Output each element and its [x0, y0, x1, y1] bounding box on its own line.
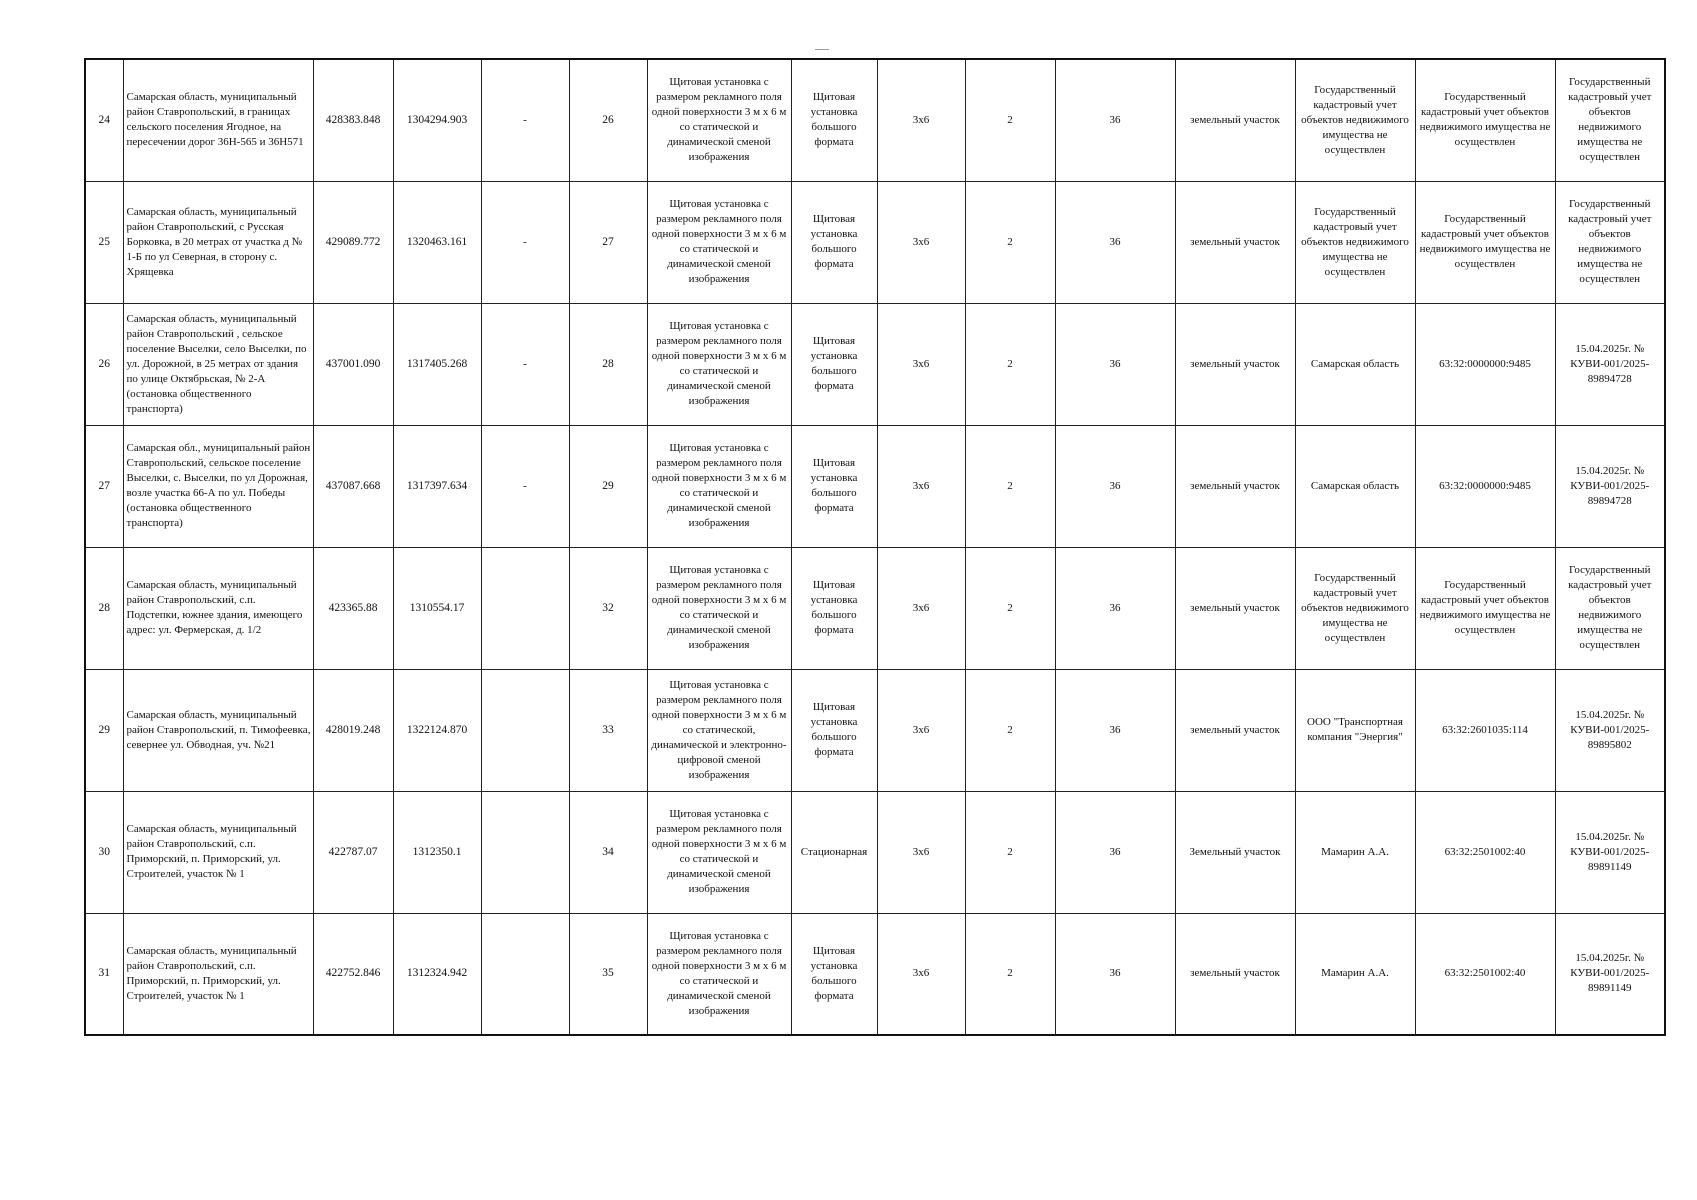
size-cell: 3х6 [877, 791, 965, 913]
table-row [85, 181, 1665, 303]
sides-cell: 2 [965, 181, 1055, 303]
scheme-number-cell: 28 [569, 303, 647, 425]
structure-type-cell: Щитовая установка большого формата [791, 59, 877, 181]
owner-cell: Мамарин А.А. [1295, 791, 1415, 913]
cadastral-number-cell: 63:32:2501002:40 [1415, 791, 1555, 913]
description-cell: Щитовая установка с размером рекламного поля одной поверхности 3 м х 6 м со статической, динамической и электронно-цифровой сменой изображения [647, 669, 791, 791]
cadastral-number-cell: Государственный кадастровый учет объектов недвижимого имущества не осуществлен [1415, 59, 1555, 181]
structure-type-cell: Щитовая установка большого формата [791, 913, 877, 1035]
table-row [85, 303, 1665, 425]
coordinate-x-cell: 428383.848 [313, 59, 393, 181]
coordinate-x-cell: 423365.88 [313, 547, 393, 669]
address-cell: Самарская область, муниципальный район Ставропольский, с.п. Приморский, п. Приморский, ул. Строителей, участок № 1 [123, 791, 313, 913]
land-category-cell: земельный участок [1175, 913, 1295, 1035]
scheme-number-cell: 34 [569, 791, 647, 913]
structure-type-cell: Щитовая установка большого формата [791, 669, 877, 791]
size-cell: 3х6 [877, 669, 965, 791]
owner-cell: ООО "Транспортная компания "Энергия" [1295, 669, 1415, 791]
table-row [85, 669, 1665, 791]
size-cell: 3х6 [877, 913, 965, 1035]
scheme-number-cell: 26 [569, 59, 647, 181]
owner-cell: Государственный кадастровый учет объектов недвижимого имущества не осуществлен [1295, 547, 1415, 669]
structure-type-cell: Щитовая установка большого формата [791, 181, 877, 303]
description-cell: Щитовая установка с размером рекламного поля одной поверхности 3 м х 6 м со статической и динамической сменой изображения [647, 59, 791, 181]
coordinate-y-cell: 1317397.634 [393, 425, 481, 547]
owner-cell: Самарская область [1295, 303, 1415, 425]
table-row [85, 913, 1665, 1035]
table-body [85, 59, 1665, 1035]
address-cell: Самарская область, муниципальный район Ставропольский, с.п. Приморский, п. Приморский, ул. Строителей, участок № 1 [123, 913, 313, 1035]
table-row [85, 547, 1665, 669]
address-cell: Самарская область, муниципальный район Ставропольский , сельское поселение Выселки, село Выселки, по ул. Дорожной, в 25 метрах от здания по улице Октябрьская, № 2-А (остановка общественного транспорта) [123, 303, 313, 425]
table-row [85, 791, 1665, 913]
scheme-number-cell: 32 [569, 547, 647, 669]
row-number: 27 [85, 425, 123, 547]
sides-cell: 2 [965, 303, 1055, 425]
coordinate-y-cell: 1304294.903 [393, 59, 481, 181]
empty-cell [481, 669, 569, 791]
cadastral-number-cell: 63:32:0000000:9485 [1415, 303, 1555, 425]
sides-cell: 2 [965, 791, 1055, 913]
land-category-cell: Земельный участок [1175, 791, 1295, 913]
empty-cell [481, 547, 569, 669]
coordinate-x-cell: 422752.846 [313, 913, 393, 1035]
land-category-cell: земельный участок [1175, 303, 1295, 425]
description-cell: Щитовая установка с размером рекламного поля одной поверхности 3 м х 6 м со статической и динамической сменой изображения [647, 791, 791, 913]
sides-cell: 2 [965, 425, 1055, 547]
area-cell: 36 [1055, 547, 1175, 669]
area-cell: 36 [1055, 425, 1175, 547]
size-cell: 3х6 [877, 425, 965, 547]
owner-cell: Самарская область [1295, 425, 1415, 547]
area-cell: 36 [1055, 669, 1175, 791]
land-category-cell: земельный участок [1175, 59, 1295, 181]
owner-cell: Мамарин А.А. [1295, 913, 1415, 1035]
empty-cell: - [481, 303, 569, 425]
scan-mark [815, 49, 829, 50]
table-row [85, 59, 1665, 181]
registration-cell: 15.04.2025г. № КУВИ-001/2025-89894728 [1555, 425, 1665, 547]
coordinate-y-cell: 1320463.161 [393, 181, 481, 303]
scheme-number-cell: 33 [569, 669, 647, 791]
description-cell: Щитовая установка с размером рекламного поля одной поверхности 3 м х 6 м со статической и динамической сменой изображения [647, 547, 791, 669]
row-number: 28 [85, 547, 123, 669]
description-cell: Щитовая установка с размером рекламного поля одной поверхности 3 м х 6 м со статической и динамической сменой изображения [647, 303, 791, 425]
empty-cell: - [481, 59, 569, 181]
empty-cell: - [481, 425, 569, 547]
table-row [85, 425, 1665, 547]
cadastral-number-cell: Государственный кадастровый учет объектов недвижимого имущества не осуществлен [1415, 181, 1555, 303]
row-number: 30 [85, 791, 123, 913]
empty-cell [481, 791, 569, 913]
scheme-number-cell: 27 [569, 181, 647, 303]
size-cell: 3х6 [877, 181, 965, 303]
land-category-cell: земельный участок [1175, 547, 1295, 669]
structure-type-cell: Стационарная [791, 791, 877, 913]
registration-cell: Государственный кадастровый учет объектов недвижимого имущества не осуществлен [1555, 181, 1665, 303]
coordinate-y-cell: 1312350.1 [393, 791, 481, 913]
empty-cell [481, 913, 569, 1035]
sides-cell: 2 [965, 59, 1055, 181]
land-category-cell: земельный участок [1175, 181, 1295, 303]
coordinate-y-cell: 1317405.268 [393, 303, 481, 425]
size-cell: 3х6 [877, 303, 965, 425]
scheme-number-cell: 35 [569, 913, 647, 1035]
row-number: 24 [85, 59, 123, 181]
structure-type-cell: Щитовая установка большого формата [791, 547, 877, 669]
coordinate-y-cell: 1322124.870 [393, 669, 481, 791]
coordinate-x-cell: 437087.668 [313, 425, 393, 547]
land-category-cell: земельный участок [1175, 669, 1295, 791]
owner-cell: Государственный кадастровый учет объектов недвижимого имущества не осуществлен [1295, 59, 1415, 181]
registration-cell: 15.04.2025г. № КУВИ-001/2025-89894728 [1555, 303, 1665, 425]
row-number: 31 [85, 913, 123, 1035]
description-cell: Щитовая установка с размером рекламного поля одной поверхности 3 м х 6 м со статической и динамической сменой изображения [647, 425, 791, 547]
row-number: 26 [85, 303, 123, 425]
coordinate-x-cell: 428019.248 [313, 669, 393, 791]
coordinate-x-cell: 422787.07 [313, 791, 393, 913]
row-number: 29 [85, 669, 123, 791]
row-number: 25 [85, 181, 123, 303]
coordinate-x-cell: 429089.772 [313, 181, 393, 303]
area-cell: 36 [1055, 303, 1175, 425]
sides-cell: 2 [965, 913, 1055, 1035]
cadastral-number-cell: 63:32:2601035:114 [1415, 669, 1555, 791]
registration-cell: Государственный кадастровый учет объектов недвижимого имущества не осуществлен [1555, 59, 1665, 181]
land-category-cell: земельный участок [1175, 425, 1295, 547]
address-cell: Самарская область, муниципальный район Ставропольский, с Русская Борковка, в 20 метрах от участка д № 1-Б по ул Северная, в сторону с. Хрящевка [123, 181, 313, 303]
size-cell: 3х6 [877, 59, 965, 181]
registration-cell: 15.04.2025г. № КУВИ-001/2025-89891149 [1555, 913, 1665, 1035]
cadastral-number-cell: 63:32:2501002:40 [1415, 913, 1555, 1035]
area-cell: 36 [1055, 913, 1175, 1035]
structure-type-cell: Щитовая установка большого формата [791, 425, 877, 547]
address-cell: Самарская область, муниципальный район Ставропольский, п. Тимофеевка, севернее ул. Обводная, уч. №21 [123, 669, 313, 791]
area-cell: 36 [1055, 181, 1175, 303]
registration-cell: 15.04.2025г. № КУВИ-001/2025-89891149 [1555, 791, 1665, 913]
description-cell: Щитовая установка с размером рекламного поля одной поверхности 3 м х 6 м со статической и динамической сменой изображения [647, 913, 791, 1035]
area-cell: 36 [1055, 791, 1175, 913]
description-cell: Щитовая установка с размером рекламного поля одной поверхности 3 м х 6 м со статической и динамической сменой изображения [647, 181, 791, 303]
structure-type-cell: Щитовая установка большого формата [791, 303, 877, 425]
address-cell: Самарская область, муниципальный район Ставропольский, с.п. Подстепки, южнее здания, имеющего адрес: ул. Фермерская, д. 1/2 [123, 547, 313, 669]
cadastral-number-cell: 63:32:0000000:9485 [1415, 425, 1555, 547]
sides-cell: 2 [965, 669, 1055, 791]
advertising-structures-table [84, 58, 1666, 1036]
sides-cell: 2 [965, 547, 1055, 669]
address-cell: Самарская обл., муниципальный район Ставропольский, сельское поселение Выселки, с. Выселки, по ул Дорожная, возле участка 66-А по ул. Победы (остановка общественного транспорта) [123, 425, 313, 547]
coordinate-x-cell: 437001.090 [313, 303, 393, 425]
owner-cell: Государственный кадастровый учет объектов недвижимого имущества не осуществлен [1295, 181, 1415, 303]
registration-cell: Государственный кадастровый учет объектов недвижимого имущества не осуществлен [1555, 547, 1665, 669]
area-cell: 36 [1055, 59, 1175, 181]
coordinate-y-cell: 1310554.17 [393, 547, 481, 669]
coordinate-y-cell: 1312324.942 [393, 913, 481, 1035]
registration-cell: 15.04.2025г. № КУВИ-001/2025-89895802 [1555, 669, 1665, 791]
empty-cell: - [481, 181, 569, 303]
address-cell: Самарская область, муниципальный район Ставропольский, в границах сельского поселения Ягодное, на пересечении дорог 36Н-565 и 36Н571 [123, 59, 313, 181]
cadastral-number-cell: Государственный кадастровый учет объектов недвижимого имущества не осуществлен [1415, 547, 1555, 669]
size-cell: 3х6 [877, 547, 965, 669]
scheme-number-cell: 29 [569, 425, 647, 547]
